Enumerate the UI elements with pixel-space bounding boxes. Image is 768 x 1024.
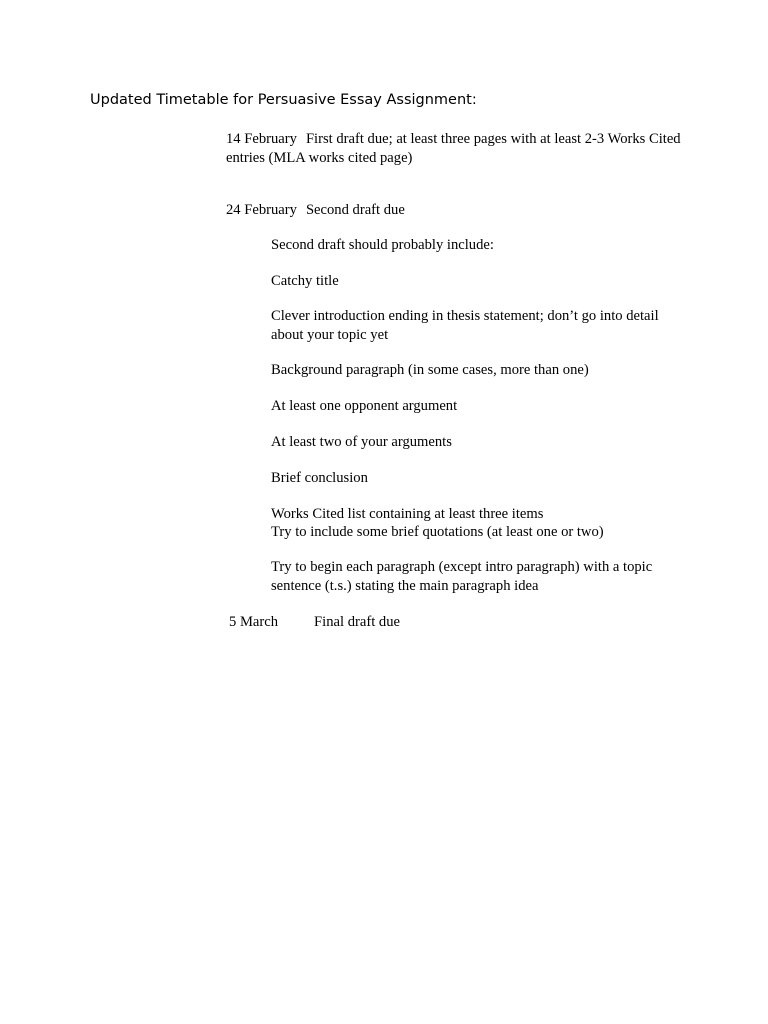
note-item: Works Cited list containing at least three items — [271, 506, 544, 522]
note-item: Catchy title — [271, 273, 339, 289]
entry-date: 14 February — [226, 131, 297, 147]
timetable-entry-final-draft — [229, 613, 400, 632]
entry-description: Second draft due — [305, 202, 405, 218]
note-item: At least one opponent argument — [271, 398, 458, 414]
notes-intro: Second draft should probably include: — [271, 237, 494, 253]
note-item: Clever introduction ending in thesis statement; don’t go into detail about your topic yet — [271, 308, 659, 343]
entry-description: Final draft due — [314, 614, 400, 630]
note-item: Background paragraph (in some cases, more than one) — [271, 362, 589, 378]
note-item: Try to include some brief quotations (at least one or two) — [271, 524, 604, 540]
entry-date: 24 February — [226, 202, 297, 218]
entry-description: First draft due; at least three pages with at least 2-3 Works Cited entries (MLA works cited page) — [226, 131, 681, 166]
timetable-entry-first-draft — [226, 130, 686, 167]
document-title: Updated Timetable for Persuasive Essay Assignment: — [90, 92, 477, 108]
note-item: Brief conclusion — [271, 470, 368, 486]
note-item: At least two of your arguments — [271, 434, 452, 450]
note-item: Try to begin each paragraph (except intro paragraph) with a topic sentence (t.s.) stating the main paragraph idea — [271, 559, 653, 594]
entry-date: 5 March — [229, 614, 279, 630]
timetable-entry-second-draft — [226, 201, 686, 220]
